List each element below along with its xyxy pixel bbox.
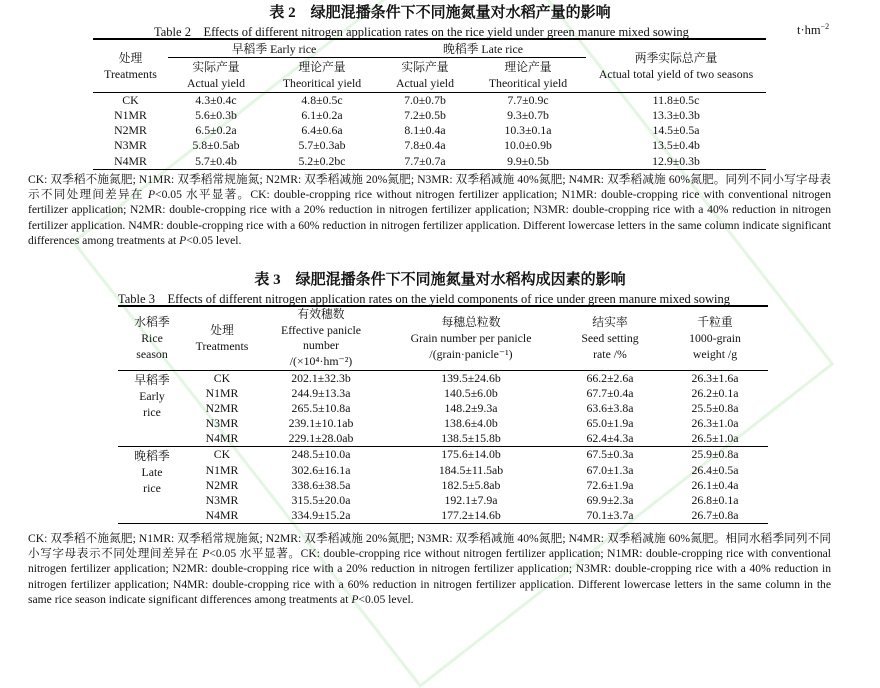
- value-cell: 62.4±4.3a: [586, 431, 634, 446]
- value-cell: 4.3±0.4c: [195, 92, 237, 107]
- treatment-cell: CK: [213, 370, 231, 385]
- table-row: [118, 401, 768, 416]
- value-cell: 13.5±0.4b: [652, 138, 700, 153]
- value-cell: 11.8±0.5c: [652, 92, 700, 107]
- value-cell: 338.6±38.5a: [291, 477, 351, 492]
- value-cell: 244.9±13.3a: [291, 385, 351, 400]
- table2-header-total: 两季实际总产量 Actual total yield of two seasons: [598, 50, 754, 81]
- treatment-cell: N1MR: [205, 385, 239, 400]
- treatment-cell: CK: [122, 92, 139, 107]
- table3: [118, 305, 768, 524]
- table2-header-early-actual-en: Actual yield: [168, 75, 264, 92]
- value-cell: 67.0±1.3a: [586, 462, 634, 477]
- value-cell: 63.6±3.8a: [586, 400, 634, 415]
- value-cell: 140.5±6.0b: [444, 385, 498, 400]
- table3-header-season: 水稻季 Rice season: [134, 315, 170, 362]
- season-cell: 晚稻季 Late rice: [134, 449, 170, 496]
- table3-header-setting: 结实率 Seed setting rate /%: [581, 315, 639, 362]
- table3-footnote: CK: 双季稻不施氮肥; N1MR: 双季稻常规施氮; N2MR: 双季稻减施 20%氮肥; N3MR: 双季稻减施 40%氮肥; N4MR: 双季稻减施 60%氮肥。相同水稻季同列不同小写字母表示不同处理间差异在 P<0.05 水平显著。CK: double-cropping rice without nitrogen fertilizer application; N1MR: double-cropping rice with conventional nitrogen fertilizer application; N2MR: double-cropping rice with a 20% reduction in nitrogen fertilizer application; N3MR: double-cropping rice with a 40% reduction in nitrogen fertilizer application; N4MR: double-cropping rice with a 60% reduction in nitrogen fertilizer application. Different lowercase letters in the same column in the same rice season indicate significant differences among treatments at P<0.05 level.: [28, 532, 832, 606]
- table2-unit: $t\cdot hm^{-2}$: [797, 22, 830, 38]
- table-row: [93, 92, 766, 108]
- table3-header-treatment: 处理 Treatments: [195, 323, 249, 354]
- table-row: [118, 386, 768, 401]
- treatment-cell: N1MR: [205, 462, 239, 477]
- value-cell: 10.3±0.1a: [504, 123, 552, 138]
- table2-header-late: 晚稻季 Late rice: [380, 39, 586, 58]
- value-cell: 26.8±0.1a: [691, 493, 739, 508]
- treatment-cell: N4MR: [205, 508, 239, 523]
- value-cell: 315.5±20.0a: [291, 493, 351, 508]
- value-cell: 26.7±0.8a: [691, 508, 739, 523]
- table-row: [93, 123, 766, 138]
- table3-title: 表 3 绿肥混播条件下不同施氮量对水稻构成因素的影响: [254, 272, 626, 288]
- value-cell: 7.8±0.4a: [404, 138, 446, 153]
- value-cell: 248.5±10.0a: [291, 447, 351, 462]
- value-cell: 69.9±2.3a: [586, 493, 634, 508]
- table2-header-late-theo-en: Theoritical yield: [470, 75, 586, 92]
- value-cell: 9.9±0.5b: [507, 153, 549, 168]
- treatment-cell: N4MR: [205, 431, 239, 446]
- treatment-cell: N2MR: [205, 477, 239, 492]
- table2-header-treatment: 处理 Treatments: [104, 50, 157, 81]
- table3-caption: Table 3 Effects of different nitrogen application rates on the yield components of rice under green manure mixed sowing: [118, 292, 731, 306]
- value-cell: 182.5±5.8ab: [441, 477, 501, 492]
- table2-header-early-actual-cn: 实际产量: [192, 60, 240, 74]
- value-cell: 7.7±0.9c: [507, 92, 549, 107]
- value-cell: 26.5±1.0a: [691, 431, 739, 446]
- value-cell: 26.4±0.5a: [691, 462, 739, 477]
- value-cell: 5.7±0.3ab: [298, 138, 346, 153]
- value-cell: 6.5±0.2a: [195, 123, 237, 138]
- value-cell: 265.5±10.8a: [291, 400, 351, 415]
- value-cell: 26.1±0.4a: [691, 477, 739, 492]
- table-row: [118, 462, 768, 477]
- value-cell: 14.5±0.5a: [652, 123, 700, 138]
- value-cell: 5.2±0.2bc: [298, 153, 346, 168]
- value-cell: 12.9±0.3b: [652, 153, 700, 168]
- value-cell: 138.6±4.0b: [444, 416, 498, 431]
- value-cell: 67.5±0.3a: [586, 447, 634, 462]
- value-cell: 7.2±0.5b: [404, 107, 446, 122]
- value-cell: 72.6±1.9a: [586, 477, 634, 492]
- value-cell: 70.1±3.7a: [586, 508, 634, 523]
- table-row: [118, 493, 768, 508]
- table2-header-early-theo-cn: 理论产量: [298, 60, 346, 74]
- treatment-cell: N3MR: [205, 416, 239, 431]
- table-row: [118, 447, 768, 463]
- table2-title: 表 2 绿肥混播条件下不同施氮量对水稻产量的影响: [269, 5, 611, 21]
- value-cell: 26.2±0.1a: [691, 385, 739, 400]
- treatment-cell: N3MR: [205, 493, 239, 508]
- table2-header-late-actual-en: Actual yield: [380, 75, 470, 92]
- table-row: [93, 108, 766, 123]
- table-row: [118, 478, 768, 493]
- value-cell: 184.5±11.5ab: [438, 462, 504, 477]
- value-cell: 6.1±0.2a: [301, 107, 343, 122]
- value-cell: 192.1±7.9a: [444, 493, 498, 508]
- table-row: [118, 416, 768, 431]
- table-row: [93, 154, 766, 170]
- value-cell: 13.3±0.3b: [652, 107, 700, 122]
- value-cell: 239.1±10.1ab: [288, 416, 354, 431]
- table3-header-grain: 每穗总粒数 Grain number per panicle /(grain·panicle⁻¹): [410, 315, 532, 362]
- value-cell: 26.3±1.6a: [691, 370, 739, 385]
- season-cell: 早稻季 Early rice: [134, 372, 170, 419]
- value-cell: 7.0±0.7b: [404, 92, 446, 107]
- value-cell: 65.0±1.9a: [586, 416, 634, 431]
- value-cell: 4.8±0.5c: [301, 92, 343, 107]
- table2-header-early-theo-en: Theoritical yield: [264, 75, 380, 92]
- table3-header-panicle: 有效穗数 Effective panicle number /(×10⁴·hm⁻²): [280, 307, 362, 368]
- table-row: [118, 508, 768, 524]
- treatment-cell: N2MR: [205, 400, 239, 415]
- value-cell: 8.1±0.4a: [404, 123, 446, 138]
- value-cell: 5.8±0.5ab: [192, 138, 240, 153]
- value-cell: 25.5±0.8a: [691, 400, 739, 415]
- treatment-cell: N2MR: [114, 123, 147, 138]
- value-cell: 6.4±0.6a: [301, 123, 343, 138]
- value-cell: 5.7±0.4b: [195, 153, 237, 168]
- value-cell: 302.6±16.1a: [291, 462, 351, 477]
- value-cell: 9.3±0.7b: [507, 107, 549, 122]
- table-row: [118, 370, 768, 386]
- table2-header-late-theo-cn: 理论产量: [504, 60, 552, 74]
- value-cell: 7.7±0.7a: [404, 153, 446, 168]
- table-row: [118, 431, 768, 447]
- treatment-cell: CK: [213, 447, 231, 462]
- value-cell: 66.2±2.6a: [586, 370, 634, 385]
- value-cell: 148.2±9.3a: [444, 400, 498, 415]
- table2-header-late-actual-cn: 实际产量: [401, 60, 449, 74]
- table2-caption: Table 2 Effects of different nitrogen application rates on the rice yield under green manure mixed sowing: [154, 25, 689, 39]
- value-cell: 26.3±1.0a: [691, 416, 739, 431]
- value-cell: 5.6±0.3b: [195, 107, 237, 122]
- value-cell: 67.7±0.4a: [586, 385, 634, 400]
- table2-header-early: 早稻季 Early rice: [168, 39, 380, 58]
- value-cell: 175.6±14.0b: [441, 447, 501, 462]
- table3-header-weight: 千粒重 1000-grain weight /g: [689, 315, 741, 362]
- treatment-cell: N3MR: [114, 138, 147, 153]
- table-row: [93, 138, 766, 153]
- value-cell: 25.9±0.8a: [691, 447, 739, 462]
- treatment-cell: N4MR: [114, 153, 147, 168]
- table2: [93, 38, 766, 170]
- value-cell: 229.1±28.0ab: [288, 431, 354, 446]
- value-cell: 139.5±24.6b: [441, 370, 501, 385]
- value-cell: 138.5±15.8b: [441, 431, 501, 446]
- value-cell: 202.1±32.3b: [291, 370, 351, 385]
- value-cell: 10.0±0.9b: [504, 138, 552, 153]
- table2-footnote: CK: 双季稻不施氮肥; N1MR: 双季稻常规施氮; N2MR: 双季稻减施 20%氮肥; N3MR: 双季稻减施 40%氮肥; N4MR: 双季稻减施 60%氮肥。同列不同小写字母表示不同处理间差异在 P<0.05 水平显著。CK: double-cropping rice without nitrogen fertilizer application; N1MR: double-cropping rice with conventional nitrogen fertilizer application; N2MR: double-cropping rice with a 20% reduction in nitrogen fertilizer application; N3MR: double-cropping rice with a 40% reduction in nitrogen fertilizer application. N4MR: double-cropping rice with a 60% reduction in nitrogen fertilizer application. Different lowercase letters in the same column indicate significant differences among treatments at P<0.05 level.: [28, 173, 831, 247]
- value-cell: 334.9±15.2a: [291, 508, 351, 523]
- treatment-cell: N1MR: [114, 107, 147, 122]
- value-cell: 177.2±14.6b: [441, 508, 501, 523]
